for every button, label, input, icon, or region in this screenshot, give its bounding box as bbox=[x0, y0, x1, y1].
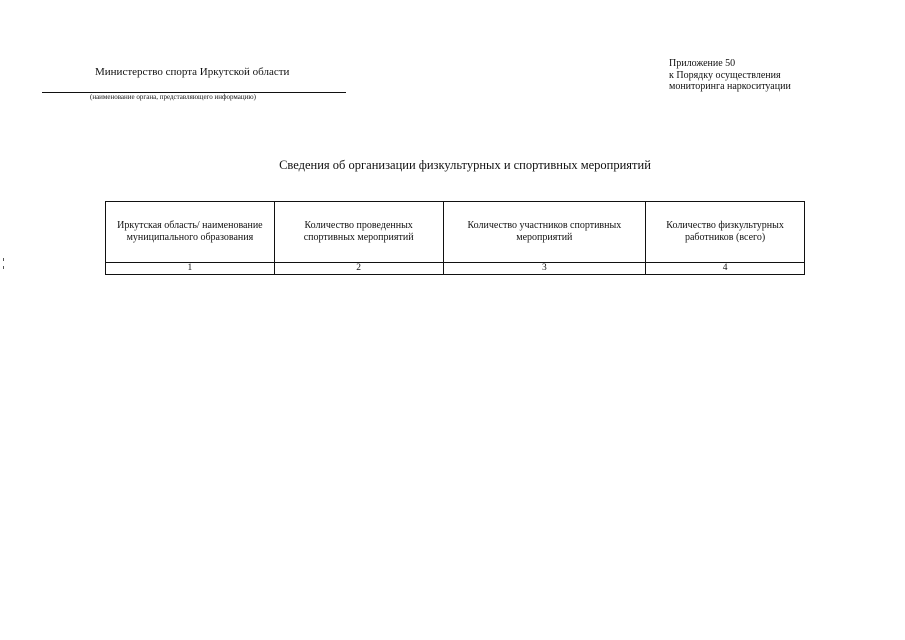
document-title: Сведения об организации физкультурных и спортивных мероприятий bbox=[279, 158, 651, 172]
appendix-line: мониторинга наркоситуации bbox=[669, 81, 791, 92]
appendix-line: Приложение 50 bbox=[669, 58, 736, 69]
column-header-participants-count: Количество участников спортивных мероприятий bbox=[443, 202, 646, 263]
report-table bbox=[105, 201, 805, 275]
column-header-events-count: Количество проведенных спортивных мероприятий bbox=[274, 202, 443, 263]
column-number: 1 bbox=[106, 263, 275, 275]
column-number: 4 bbox=[646, 263, 805, 275]
table-row bbox=[106, 263, 805, 275]
column-header-region: Иркутская область/ наименование муниципального образования bbox=[106, 202, 275, 263]
appendix-reference bbox=[669, 58, 791, 93]
scan-edge-mark bbox=[3, 266, 4, 269]
table-header-row bbox=[106, 202, 805, 263]
scan-edge-mark bbox=[3, 258, 4, 261]
column-header-workers-count: Количество физкультурных работников (всего) bbox=[646, 202, 805, 263]
organization-name: Министерство спорта Иркутской области bbox=[95, 66, 290, 78]
appendix-line: к Порядку осуществления bbox=[669, 69, 781, 81]
column-number: 2 bbox=[274, 263, 443, 275]
organization-caption: (наименование органа, представляющего информацию) bbox=[90, 93, 256, 101]
column-number: 3 bbox=[443, 263, 646, 275]
